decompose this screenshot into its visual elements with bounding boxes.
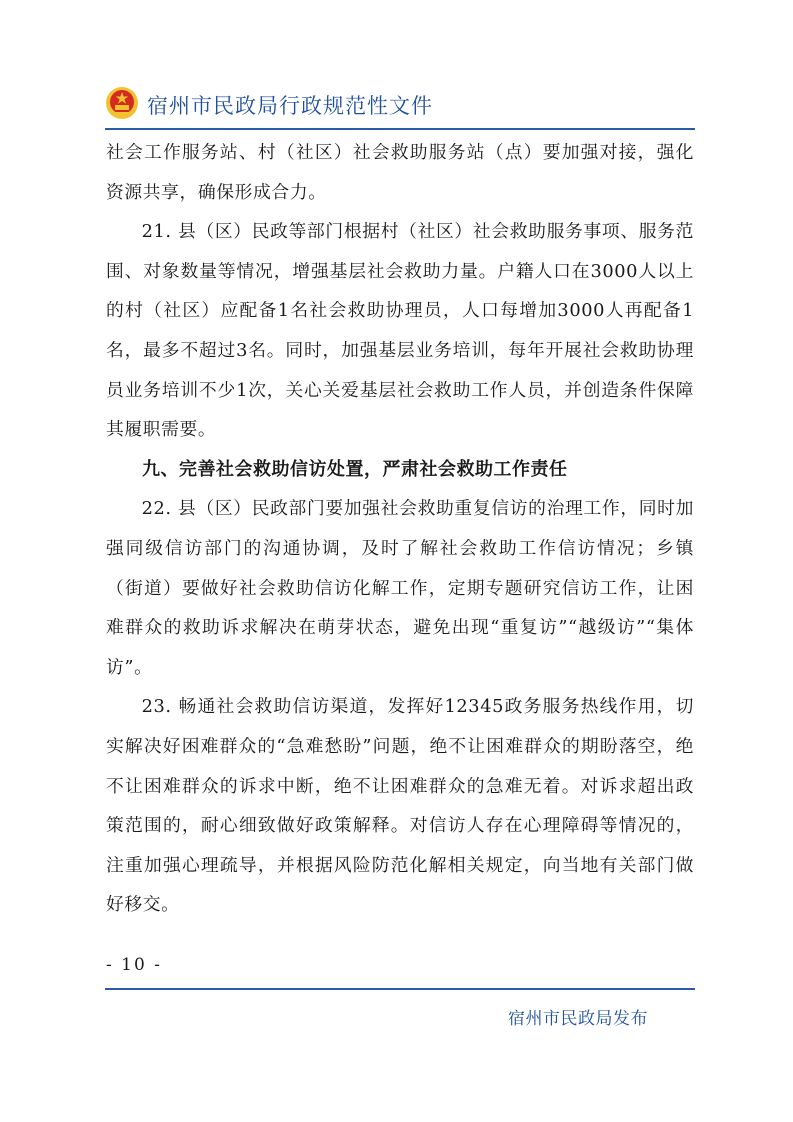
header-divider xyxy=(105,128,695,130)
body-paragraph: 22. 县（区）民政部门要加强社会救助重复信访的治理工作，同时加强同级信访部门的沟通协调，及时了解社会救助工作信访情况；乡镇（街道）要做好社会救助信访化解工作，定期专题研究信访工作，让困难群众的救助诉求解决在萌芽状态，避免出现“重复访”“越级访”“集体访”。 xyxy=(106,498,694,678)
document-header xyxy=(105,82,695,122)
body-paragraph: 社会工作服务站、村（社区）社会救助服务站（点）要加强对接，强化资源共享，确保形成合力。 xyxy=(106,142,694,203)
body-paragraph: 23. 畅通社会救助信访渠道，发挥好12345政务服务热线作用，切实解决好困难群众的“急难愁盼”问题，绝不让困难群众的期盼落空，绝不让困难群众的诉求中断，绝不让困难群众的急难无着。对诉求超出政策范围的，耐心细致做好政策解释。对信访人存在心理障碍等情况的，注重加强心理疏导，并根据风险防范化解相关规定，向当地有关部门做好移交。 xyxy=(106,696,694,916)
body-paragraph: 21. 县（区）民政等部门根据村（社区）社会救助服务事项、服务范围、对象数量等情况，增强基层社会救助力量。户籍人口在3000人以上的村（社区）应配备1名社会救助协理员，人口每增加3000人再配备1名，最多不超过3名。同时，加强基层业务培训，每年开展社会救助协理员业务培训不少1次，关心关爱基层社会救助工作人员，并创造条件保障其履职需要。 xyxy=(106,221,694,441)
section-heading: 九、完善社会救助信访处置，严肃社会救助工作责任 xyxy=(142,458,568,480)
header-title: 宿州市民政局行政规范性文件 xyxy=(147,94,433,118)
footer-publisher: 宿州市民政局发布 xyxy=(508,1009,648,1029)
national-emblem-icon xyxy=(105,86,139,120)
page-number: - 10 - xyxy=(106,955,162,975)
footer-divider xyxy=(105,988,695,990)
document-body xyxy=(106,133,694,925)
